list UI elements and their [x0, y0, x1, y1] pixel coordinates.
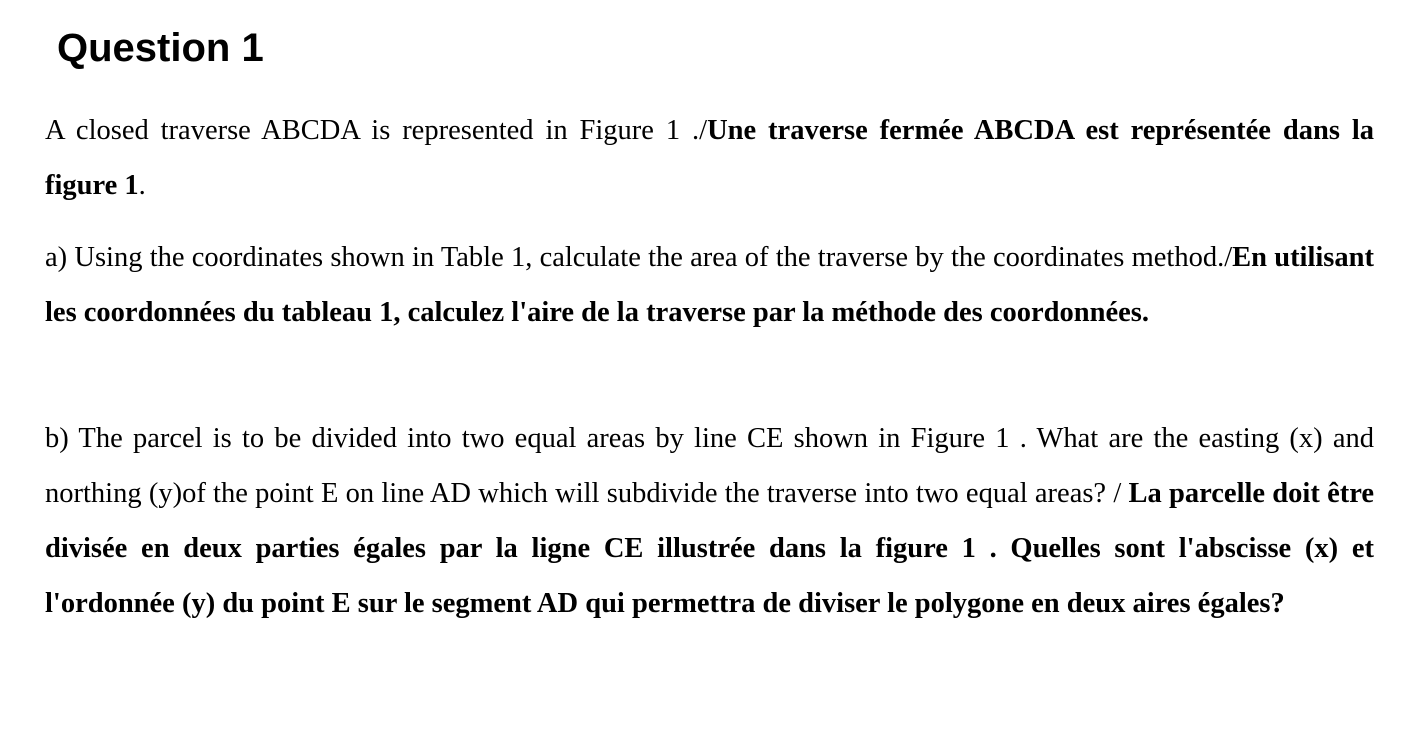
- intro-french-text: Une traverse fermée ABCDA est représentée dans la figure 1: [45, 115, 1374, 201]
- intro-end-punctuation: .: [138, 170, 146, 201]
- intro-english-text: A closed traverse ABCDA is represented in Figure 1 ./: [45, 115, 708, 146]
- part-b-english-text: b) The parcel is to be divided into two equal areas by line CE shown in Figure 1 . What are the easting (x) and northing (y)of the point E on line AD which will subdivide the traverse into two equal areas? /: [45, 423, 1374, 509]
- part-b-paragraph: [45, 411, 1374, 631]
- part-a-french-text: En utilisant les coordonnées du tableau 1, calculez l'aire de la traverse par la méthode des coordonnées.: [45, 242, 1374, 328]
- part-a-english-text: a) Using the coordinates shown in Table 1, calculate the area of the traverse by the coordinates method./: [45, 242, 1233, 273]
- part-a-paragraph: [45, 230, 1374, 340]
- intro-paragraph: [45, 103, 1374, 213]
- part-b-french-text: La parcelle doit être divisée en deux parties égales par la ligne CE illustrée dans la figure 1 . Quelles sont l'abscisse (x) et l'ordonnée (y) du point E sur le segment AD qui permettra de diviser le polygone en deux aires égales?: [45, 478, 1374, 619]
- question-title: Question 1: [57, 26, 264, 70]
